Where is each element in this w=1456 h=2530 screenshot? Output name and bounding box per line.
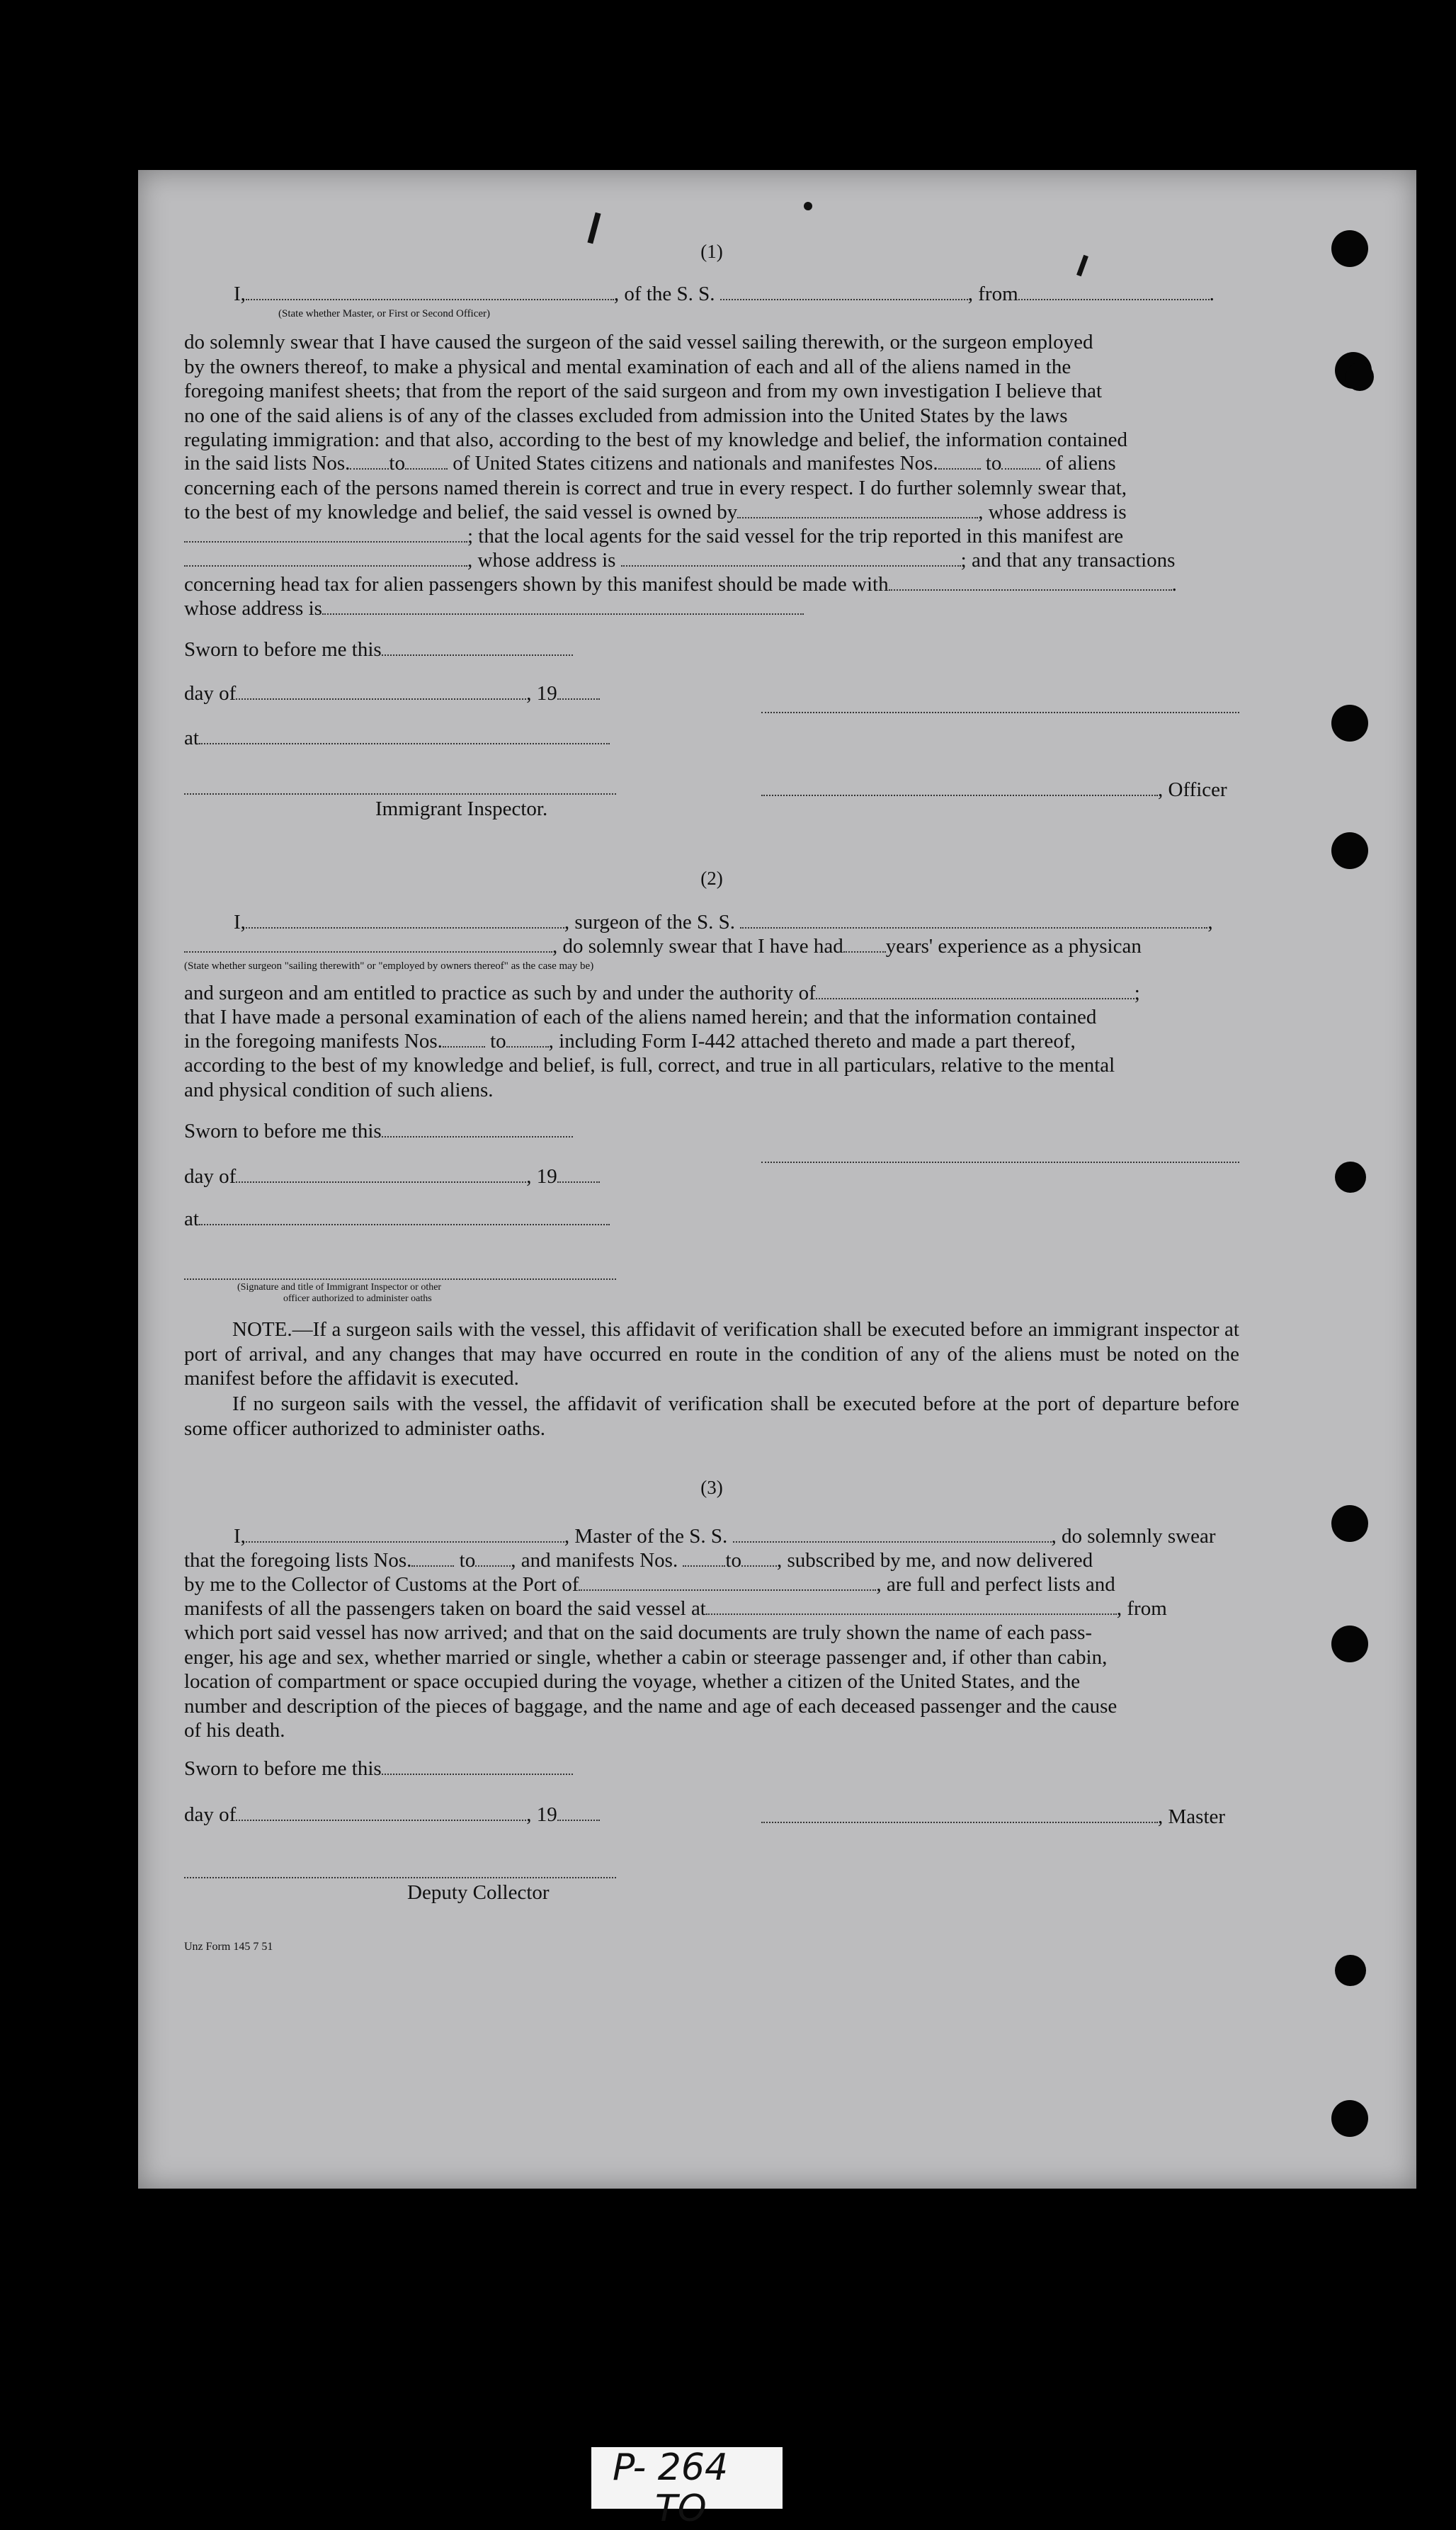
section-2-body-3: according to the best of my knowledge and belief, is full, correct, and true in all particulars, relative to the mental and physical condition of such aliens.	[184, 1054, 1115, 1101]
section-1-caption: (State whether Master, or First or Second Officer)	[278, 308, 491, 319]
section-1-whose-line: whose address is	[184, 596, 804, 620]
punch-hole	[1346, 363, 1374, 391]
punch-hole	[1331, 230, 1368, 267]
section-2-line-1: I, , surgeon of the S. S. ,	[234, 911, 1213, 934]
section-3-line-4: manifests of all the passengers taken on board the said vessel at , from	[184, 1597, 1167, 1620]
section-2-sig-caption-2: officer authorized to administer oaths	[283, 1293, 432, 1304]
section-1-agents-line: ; that the local agents for the said vessel for the trip reported in this manifest are	[184, 524, 1123, 548]
punch-hole	[1335, 1162, 1366, 1193]
section-1-officer: , Officer	[761, 778, 1227, 802]
section-3-sworn: Sworn to before me this	[184, 1757, 573, 1781]
ink-mark	[1076, 255, 1088, 277]
punch-hole	[1331, 2100, 1368, 2137]
section-1-lists-line: in the said lists Nos. to of United States citizens and nationals and manifestes Nos. to of aliens	[184, 452, 1116, 475]
section-2-caption: (State whether surgeon "sailing therewith" or "employed by owners thereof" as the case may be)	[184, 960, 594, 972]
section-3-deputy-label: Deputy Collector	[407, 1881, 550, 1904]
section-1-inspector-line	[184, 793, 616, 795]
section-2-body-1: that I have made a personal examination of each of the aliens named herein; and that the information contained	[184, 1006, 1097, 1028]
punch-hole	[1331, 1505, 1368, 1542]
section-1-body-2: concerning each of the persons named therein is correct and true in every respect. I do further solemnly swear that,	[184, 477, 1127, 499]
section-2-authority: and surgeon and am entitled to practice as such by and under the authority of ;	[184, 982, 1140, 1004]
section-2-sworn: Sworn to before me this	[184, 1119, 573, 1143]
section-1-day: day of , 19	[184, 681, 600, 705]
punch-hole	[1335, 1955, 1366, 1986]
section-2-heading: (2)	[700, 868, 723, 889]
section-3-master: , Master	[761, 1805, 1225, 1829]
section-2-manifests: in the foregoing manifests Nos. to , including Form I-442 attached thereto and made a part thereof,	[184, 1030, 1076, 1053]
section-1-line-1: I, , of the S. S. , from .	[234, 283, 1215, 305]
section-1-heading: (1)	[700, 241, 723, 262]
section-1-owned-line: to the best of my knowledge and belief, the said vessel is owned by , whose address is	[184, 501, 1127, 523]
section-1-agents-line-2: , whose address is ; and that any transactions	[184, 548, 1175, 572]
section-2-note-2: If no surgeon sails with the vessel, the affidavit of verification shall be executed before at the port of departure before some officer authorized to administer oaths.	[184, 1392, 1239, 1440]
section-1-inspector-label: Immigrant Inspector.	[375, 798, 548, 820]
section-3-body: which port said vessel has now arrived; and that on the said documents are truly shown the name of each pass- enger, his age and sex, whether married or single, whether a cabin or steerage passenger and, if other than cabin, location of compartment or space occupied during the voyage, whether a citizen of the United States, and the number and description of the pieces of baggage, and the name and age of each deceased passenger and the cause of his death.	[184, 1621, 1117, 1742]
section-3-line-2: that the foregoing lists Nos. to , and manifests Nos. to , subscribed by me, and now delivered	[184, 1549, 1093, 1572]
ink-mark	[587, 212, 601, 244]
section-2-sig-line	[184, 1278, 616, 1280]
page-stamp: P- 264 TO	[591, 2447, 783, 2509]
section-3-day: day of , 19	[184, 1803, 600, 1827]
section-2-note-1: NOTE.—If a surgeon sails with the vessel, this affidavit of verification shall be executed before an immigrant inspector at port of arrival, and any changes that may have occurred en route in the condition of any of the aliens must be noted on the manifest before the affidavit is executed.	[184, 1318, 1239, 1390]
section-1-headtax-line: concerning head tax for alien passengers shown by this manifest should be made with .	[184, 573, 1177, 596]
punch-hole	[1331, 1626, 1368, 1662]
section-1-at: at	[184, 726, 610, 750]
section-2-sig-caption-1: (Signature and title of Immigrant Inspector or other	[237, 1282, 442, 1293]
section-3-line-1: I, , Master of the S. S. , do solemnly swear	[234, 1525, 1216, 1548]
form-number: Unz Form 145 7 51	[184, 1941, 273, 1953]
section-2-day: day of , 19	[184, 1164, 600, 1189]
punch-hole	[1331, 832, 1368, 869]
section-1-signature-line	[761, 712, 1239, 713]
form-page	[138, 170, 1416, 2189]
section-3-deputy-line	[184, 1877, 616, 1878]
section-1-body: do solemnly swear that I have caused the surgeon of the said vessel sailing therewith, or the surgeon employed by the owners thereof, to make a physical and mental examination of each and all of the aliens named in the foregoing manifest sheets; that from the report of the said surgeon and from my own investigation I believe that no one of the said aliens is of any of the classes excluded from admission into the United States by the laws regulating immigration: and that also, according to the best of my knowledge and belief, the information contained	[184, 331, 1128, 451]
section-2-line-2: , do solemnly swear that I have had years' experience as a physican	[184, 934, 1142, 958]
section-2-signature-line	[761, 1162, 1239, 1163]
section-3-line-3: by me to the Collector of Customs at the Port of , are full and perfect lists and	[184, 1573, 1115, 1596]
section-3-heading: (3)	[700, 1477, 723, 1498]
section-1-sworn: Sworn to before me this	[184, 637, 573, 662]
punch-hole	[1331, 705, 1368, 742]
section-2-at: at	[184, 1207, 610, 1231]
ink-mark	[804, 202, 812, 210]
